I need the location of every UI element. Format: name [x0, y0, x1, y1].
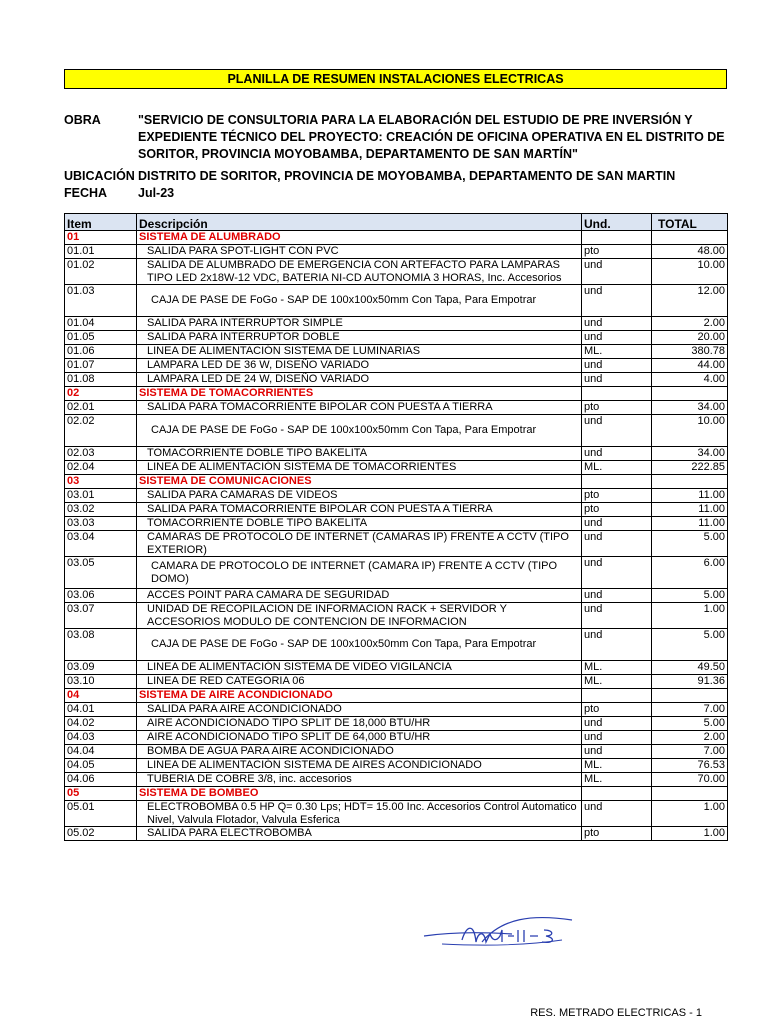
unit-cell: und: [582, 415, 652, 447]
description-cell: ACCES POINT PARA CAMARA DE SEGURIDAD: [137, 589, 582, 603]
item-cell: 05: [65, 787, 137, 801]
description-cell: CAMARA DE PROTOCOLO DE INTERNET (CAMARA IP) FRENTE A CCTV (TIPO DOMO): [137, 557, 582, 589]
total-cell: 12.00: [652, 285, 728, 317]
unit-cell: und: [582, 717, 652, 731]
item-cell: 04: [65, 689, 137, 703]
table-row: [65, 745, 728, 759]
section-row: [65, 689, 728, 703]
item-cell: 02.02: [65, 415, 137, 447]
table-row: [65, 731, 728, 745]
table-row: [65, 245, 728, 259]
unit-cell: und: [582, 731, 652, 745]
unit-cell: pto: [582, 503, 652, 517]
unit-cell: ML.: [582, 759, 652, 773]
unit-cell: pto: [582, 401, 652, 415]
fecha-label: FECHA: [64, 186, 108, 200]
unit-cell: pto: [582, 827, 652, 841]
unit-cell: ML.: [582, 345, 652, 359]
summary-table: [64, 213, 728, 841]
item-cell: 01.03: [65, 285, 137, 317]
unit-cell: und: [582, 801, 652, 827]
item-cell: 03.02: [65, 503, 137, 517]
unit-cell: und: [582, 517, 652, 531]
unit-cell: pto: [582, 245, 652, 259]
description-cell: SISTEMA DE COMUNICACIONES: [137, 475, 582, 489]
total-cell: 4.00: [652, 373, 728, 387]
table-row: [65, 345, 728, 359]
unit-cell: [582, 231, 652, 245]
item-cell: 01.04: [65, 317, 137, 331]
item-cell: 04.02: [65, 717, 137, 731]
description-cell: TOMACORRIENTE DOBLE TIPO BAKELITA: [137, 517, 582, 531]
total-cell: 1.00: [652, 801, 728, 827]
unit-cell: pto: [582, 703, 652, 717]
ubicacion-label: UBICACIÓN: [64, 169, 135, 183]
description-cell: LINEA DE ALIMENTACIÓN SISTEMA DE AIRES ACONDICIONADO: [137, 759, 582, 773]
section-row: [65, 475, 728, 489]
handwritten-signature-icon: [422, 912, 582, 952]
item-cell: 01.02: [65, 259, 137, 285]
table-row: [65, 359, 728, 373]
item-cell: 02.04: [65, 461, 137, 475]
table-row: [65, 461, 728, 475]
section-row: [65, 787, 728, 801]
total-cell: 76.53: [652, 759, 728, 773]
unit-cell: [582, 387, 652, 401]
unit-cell: und: [582, 745, 652, 759]
item-cell: 02: [65, 387, 137, 401]
table-row: [65, 401, 728, 415]
total-cell: [652, 231, 728, 245]
item-cell: 03.05: [65, 557, 137, 589]
table-row: [65, 415, 728, 447]
table-header-row: [65, 214, 728, 231]
item-cell: 05.01: [65, 801, 137, 827]
total-cell: 10.00: [652, 415, 728, 447]
unit-cell: und: [582, 447, 652, 461]
table-row: [65, 331, 728, 345]
unit-cell: und: [582, 373, 652, 387]
unit-cell: [582, 475, 652, 489]
total-cell: 1.00: [652, 603, 728, 629]
table-row: [65, 447, 728, 461]
total-cell: 7.00: [652, 745, 728, 759]
table-row: [65, 603, 728, 629]
description-cell: SALIDA DE ALUMBRADO DE EMERGENCIA CON ARTEFACTO PARA LAMPARAS TIPO LED 2x18W-12 VDC, BATERIA NI-CD AUTONOMIA 3 HORAS, Inc. Accesorios: [137, 259, 582, 285]
total-cell: 1.00: [652, 827, 728, 841]
total-cell: 5.00: [652, 589, 728, 603]
description-cell: SISTEMA DE AIRE ACONDICIONADO: [137, 689, 582, 703]
description-cell: LINEA DE ALIMENTACIÓN SISTEMA DE LUMINARIAS: [137, 345, 582, 359]
header-total: TOTAL: [652, 214, 728, 231]
table-row: [65, 517, 728, 531]
header-description: Descripción: [137, 214, 582, 231]
description-cell: AIRE ACONDICIONADO TIPO SPLIT DE 18,000 BTU/HR: [137, 717, 582, 731]
item-cell: 04.04: [65, 745, 137, 759]
description-cell: TUBERIA DE COBRE 3/8, inc. accesorios: [137, 773, 582, 787]
total-cell: [652, 689, 728, 703]
total-cell: 6.00: [652, 557, 728, 589]
total-cell: 5.00: [652, 531, 728, 557]
unit-cell: und: [582, 285, 652, 317]
table-row: [65, 827, 728, 841]
item-cell: 03.10: [65, 675, 137, 689]
table-row: [65, 703, 728, 717]
unit-cell: ML.: [582, 675, 652, 689]
description-cell: CAJA DE PASE DE FoGo - SAP DE 100x100x50mm Con Tapa, Para Empotrar: [137, 629, 582, 661]
unit-cell: pto: [582, 489, 652, 503]
table-row: [65, 503, 728, 517]
unit-cell: und: [582, 629, 652, 661]
page-title: PLANILLA DE RESUMEN INSTALACIONES ELECTRICAS: [64, 69, 727, 89]
description-cell: CAMARAS DE PROTOCOLO DE INTERNET (CAMARAS IP) FRENTE A CCTV (TIPO EXTERIOR): [137, 531, 582, 557]
description-cell: LINEA DE ALIMENTACIÓN SISTEMA DE VIDEO VIGILANCIA: [137, 661, 582, 675]
item-cell: 03.07: [65, 603, 137, 629]
unit-cell: ML.: [582, 773, 652, 787]
total-cell: 44.00: [652, 359, 728, 373]
table-row: [65, 773, 728, 787]
table-row: [65, 557, 728, 589]
total-cell: [652, 475, 728, 489]
description-cell: LINEA DE RED CATEGORIA 06: [137, 675, 582, 689]
page-footer: RES. METRADO ELECTRICAS - 1: [530, 1007, 702, 1019]
item-cell: 03.08: [65, 629, 137, 661]
unit-cell: [582, 787, 652, 801]
total-cell: 49.50: [652, 661, 728, 675]
table-row: [65, 675, 728, 689]
table-row: [65, 373, 728, 387]
unit-cell: und: [582, 557, 652, 589]
total-cell: 11.00: [652, 503, 728, 517]
description-cell: SALIDA PARA INTERRUPTOR DOBLE: [137, 331, 582, 345]
section-row: [65, 387, 728, 401]
total-cell: 380.78: [652, 345, 728, 359]
unit-cell: [582, 689, 652, 703]
unit-cell: und: [582, 589, 652, 603]
total-cell: 11.00: [652, 489, 728, 503]
total-cell: 48.00: [652, 245, 728, 259]
table-row: [65, 531, 728, 557]
total-cell: [652, 787, 728, 801]
description-cell: CAJA DE PASE DE FoGo - SAP DE 100x100x50mm Con Tapa, Para Empotrar: [137, 285, 582, 317]
description-cell: BOMBA DE AGUA PARA AIRE ACONDICIONADO: [137, 745, 582, 759]
total-cell: [652, 387, 728, 401]
table-row: [65, 661, 728, 675]
item-cell: 04.01: [65, 703, 137, 717]
description-cell: SALIDA PARA SPOT-LIGHT CON PVC: [137, 245, 582, 259]
item-cell: 03.06: [65, 589, 137, 603]
description-cell: UNIDAD DE RECOPILACION DE INFORMACION RACK + SERVIDOR Y ACCESORIOS MODULO DE CONTENCION DE INFORMACION: [137, 603, 582, 629]
description-cell: ELECTROBOMBA 0.5 HP Q= 0.30 Lps; HDT= 15.00 Inc. Accesorios Control Automatico Nivel, Valvula Flotador, Valvula Esferica: [137, 801, 582, 827]
item-cell: 01.07: [65, 359, 137, 373]
description-cell: SALIDA PARA INTERRUPTOR SIMPLE: [137, 317, 582, 331]
table-row: [65, 317, 728, 331]
unit-cell: und: [582, 331, 652, 345]
description-cell: SALIDA PARA TOMACORRIENTE BIPOLAR CON PUESTA A TIERRA: [137, 401, 582, 415]
unit-cell: und: [582, 531, 652, 557]
total-cell: 2.00: [652, 731, 728, 745]
description-cell: LAMPARA LED DE 24 W, DISEÑO VARIADO: [137, 373, 582, 387]
item-cell: 02.01: [65, 401, 137, 415]
item-cell: 01.05: [65, 331, 137, 345]
item-cell: 03: [65, 475, 137, 489]
total-cell: 2.00: [652, 317, 728, 331]
total-cell: 20.00: [652, 331, 728, 345]
unit-cell: und: [582, 317, 652, 331]
table-row: [65, 629, 728, 661]
total-cell: 70.00: [652, 773, 728, 787]
unit-cell: und: [582, 259, 652, 285]
description-cell: CAJA DE PASE DE FoGo - SAP DE 100x100x50mm Con Tapa, Para Empotrar: [137, 415, 582, 447]
unit-cell: und: [582, 603, 652, 629]
description-cell: LINEA DE ALIMENTACIÓN SISTEMA DE TOMACORRIENTES: [137, 461, 582, 475]
item-cell: 04.03: [65, 731, 137, 745]
table-row: [65, 717, 728, 731]
obra-label: OBRA: [64, 113, 101, 127]
header-item: Item: [65, 214, 137, 231]
section-row: [65, 231, 728, 245]
unit-cell: und: [582, 359, 652, 373]
total-cell: 5.00: [652, 629, 728, 661]
table-row: [65, 589, 728, 603]
description-cell: SALIDA PARA ELECTROBOMBA: [137, 827, 582, 841]
item-cell: 03.04: [65, 531, 137, 557]
description-cell: SALIDA PARA TOMACORRIENTE BIPOLAR CON PUESTA A TIERRA: [137, 503, 582, 517]
item-cell: 03.03: [65, 517, 137, 531]
item-cell: 02.03: [65, 447, 137, 461]
item-cell: 03.09: [65, 661, 137, 675]
total-cell: 91.36: [652, 675, 728, 689]
table-row: [65, 259, 728, 285]
description-cell: SALIDA PARA CAMARAS DE VIDEOS: [137, 489, 582, 503]
ubicacion-value: DISTRITO DE SORITOR, PROVINCIA DE MOYOBAMBA, DEPARTAMENTO DE SAN MARTIN: [138, 169, 676, 183]
total-cell: 34.00: [652, 447, 728, 461]
item-cell: 01: [65, 231, 137, 245]
header-unit: Und.: [582, 214, 652, 231]
item-cell: 04.06: [65, 773, 137, 787]
table-row: [65, 489, 728, 503]
description-cell: SISTEMA DE ALUMBRADO: [137, 231, 582, 245]
fecha-value: Jul-23: [138, 186, 175, 200]
description-cell: SISTEMA DE BOMBEO: [137, 787, 582, 801]
item-cell: 01.01: [65, 245, 137, 259]
description-cell: AIRE ACONDICIONADO TIPO SPLIT DE 64,000 BTU/HR: [137, 731, 582, 745]
description-cell: SISTEMA DE TOMACORRIENTES: [137, 387, 582, 401]
total-cell: 34.00: [652, 401, 728, 415]
obra-value: "SERVICIO DE CONSULTORIA PARA LA ELABORACIÓN DEL ESTUDIO DE PRE INVERSIÓN Y EXPEDIENTE TÉCNICO DEL PROYECTO: CREACIÓN DE OFICINA OPERATIVA EN EL DISTRITO DE SORITOR, PROVINCIA MOYOBAMBA, DEPARTAMENTO DE SAN MARTÍN": [138, 113, 725, 161]
total-cell: 5.00: [652, 717, 728, 731]
total-cell: 10.00: [652, 259, 728, 285]
total-cell: 7.00: [652, 703, 728, 717]
unit-cell: ML.: [582, 461, 652, 475]
description-cell: TOMACORRIENTE DOBLE TIPO BAKELITA: [137, 447, 582, 461]
item-cell: 01.06: [65, 345, 137, 359]
item-cell: 04.05: [65, 759, 137, 773]
item-cell: 05.02: [65, 827, 137, 841]
description-cell: SALIDA PARA AIRE ACONDICIONADO: [137, 703, 582, 717]
table-row: [65, 759, 728, 773]
table-row: [65, 285, 728, 317]
total-cell: 222.85: [652, 461, 728, 475]
unit-cell: ML.: [582, 661, 652, 675]
table-row: [65, 801, 728, 827]
description-cell: LAMPARA LED DE 36 W, DISEÑO VARIADO: [137, 359, 582, 373]
item-cell: 03.01: [65, 489, 137, 503]
item-cell: 01.08: [65, 373, 137, 387]
total-cell: 11.00: [652, 517, 728, 531]
